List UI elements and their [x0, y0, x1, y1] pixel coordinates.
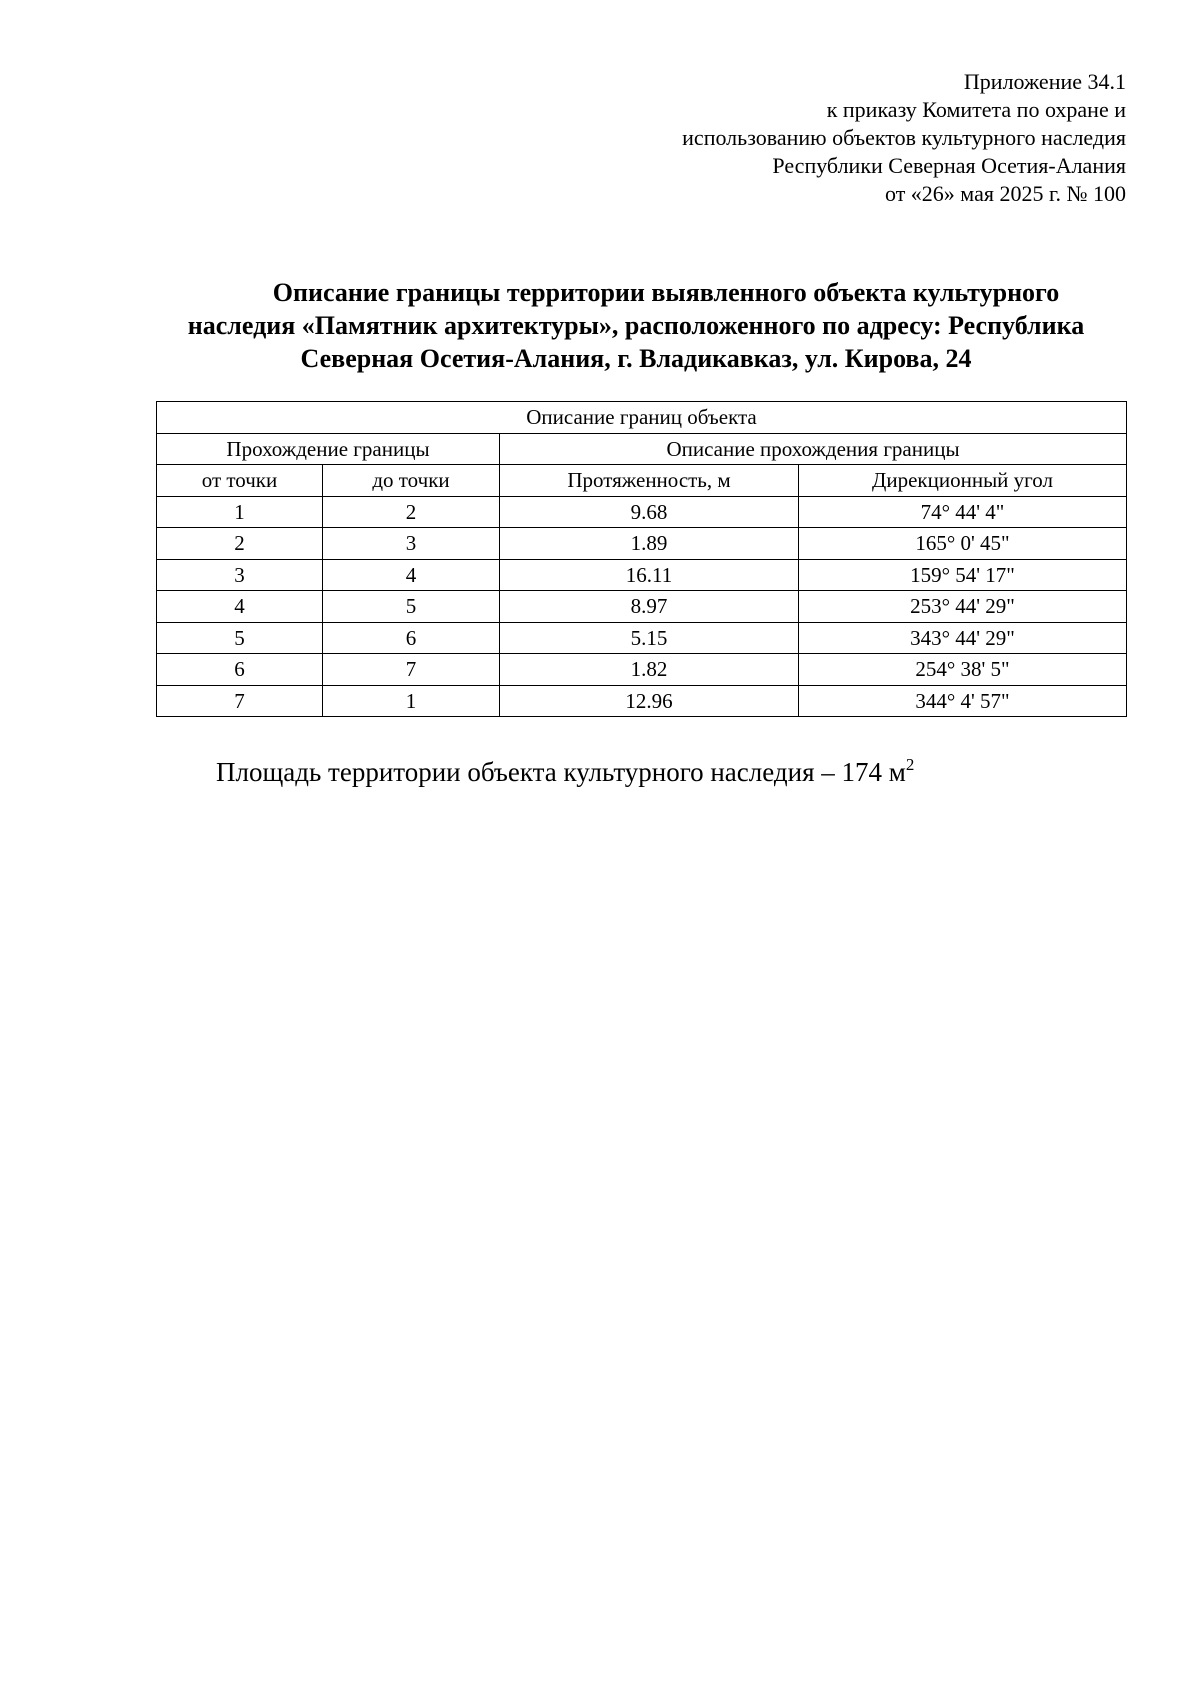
- table-caption: Описание границ объекта: [157, 402, 1127, 434]
- table-header-row: [157, 465, 1127, 497]
- area-unit-superscript: 2: [905, 755, 915, 774]
- cell-length: 1.89: [500, 528, 799, 560]
- appendix-header: [526, 68, 1126, 208]
- cell-length: 12.96: [500, 685, 799, 717]
- cell-angle: 254° 38' 5": [799, 654, 1127, 686]
- appendix-line: к приказу Комитета по охране и: [826, 97, 1126, 122]
- area-statement: [216, 748, 914, 789]
- table-row: [157, 528, 1127, 560]
- appendix-line: использованию объектов культурного наследия: [682, 125, 1126, 150]
- column-header-from: от точки: [157, 465, 323, 497]
- cell-to-point: 6: [323, 622, 500, 654]
- table-row: [157, 591, 1127, 623]
- appendix-line: Республики Северная Осетия-Алания: [772, 153, 1126, 178]
- cell-length: 9.68: [500, 496, 799, 528]
- title-line: Северная Осетия-Алания, г. Владикавказ, ул. Кирова, 24: [300, 344, 972, 373]
- document-title: [146, 276, 1126, 375]
- column-header-angle: Дирекционный угол: [799, 465, 1127, 497]
- cell-angle: 343° 44' 29": [799, 622, 1127, 654]
- cell-angle: 344° 4' 57": [799, 685, 1127, 717]
- cell-length: 5.15: [500, 622, 799, 654]
- cell-to-point: 4: [323, 559, 500, 591]
- table-row: [157, 496, 1127, 528]
- cell-length: 8.97: [500, 591, 799, 623]
- cell-angle: 165° 0' 45": [799, 528, 1127, 560]
- cell-from-point: 6: [157, 654, 323, 686]
- title-line: Описание границы территории выявленного объекта культурного: [272, 278, 1060, 307]
- boundary-table: [156, 401, 1127, 717]
- cell-from-point: 2: [157, 528, 323, 560]
- column-header-to: до точки: [323, 465, 500, 497]
- cell-angle: 253° 44' 29": [799, 591, 1127, 623]
- table-row: [157, 622, 1127, 654]
- group-header-passage: Прохождение границы: [157, 433, 500, 465]
- cell-from-point: 5: [157, 622, 323, 654]
- appendix-line: от «26» мая 2025 г. № 100: [884, 181, 1126, 206]
- cell-to-point: 1: [323, 685, 500, 717]
- cell-to-point: 7: [323, 654, 500, 686]
- cell-to-point: 5: [323, 591, 500, 623]
- table-group-row: [157, 433, 1127, 465]
- area-text: Площадь территории объекта культурного наследия – 174 м: [216, 757, 906, 787]
- group-header-description: Описание прохождения границы: [500, 433, 1127, 465]
- cell-angle: 159° 54' 17": [799, 559, 1127, 591]
- table-row: [157, 654, 1127, 686]
- table-row: [157, 685, 1127, 717]
- table-row: [157, 559, 1127, 591]
- cell-length: 1.82: [500, 654, 799, 686]
- cell-from-point: 3: [157, 559, 323, 591]
- cell-to-point: 2: [323, 496, 500, 528]
- appendix-line: Приложение 34.1: [963, 69, 1126, 94]
- cell-length: 16.11: [500, 559, 799, 591]
- cell-from-point: 1: [157, 496, 323, 528]
- cell-from-point: 4: [157, 591, 323, 623]
- cell-angle: 74° 44' 4": [799, 496, 1127, 528]
- cell-from-point: 7: [157, 685, 323, 717]
- cell-to-point: 3: [323, 528, 500, 560]
- title-line: наследия «Памятник архитектуры», расположенного по адресу: Республика: [187, 311, 1085, 340]
- table-caption-row: [157, 402, 1127, 434]
- column-header-length: Протяженность, м: [500, 465, 799, 497]
